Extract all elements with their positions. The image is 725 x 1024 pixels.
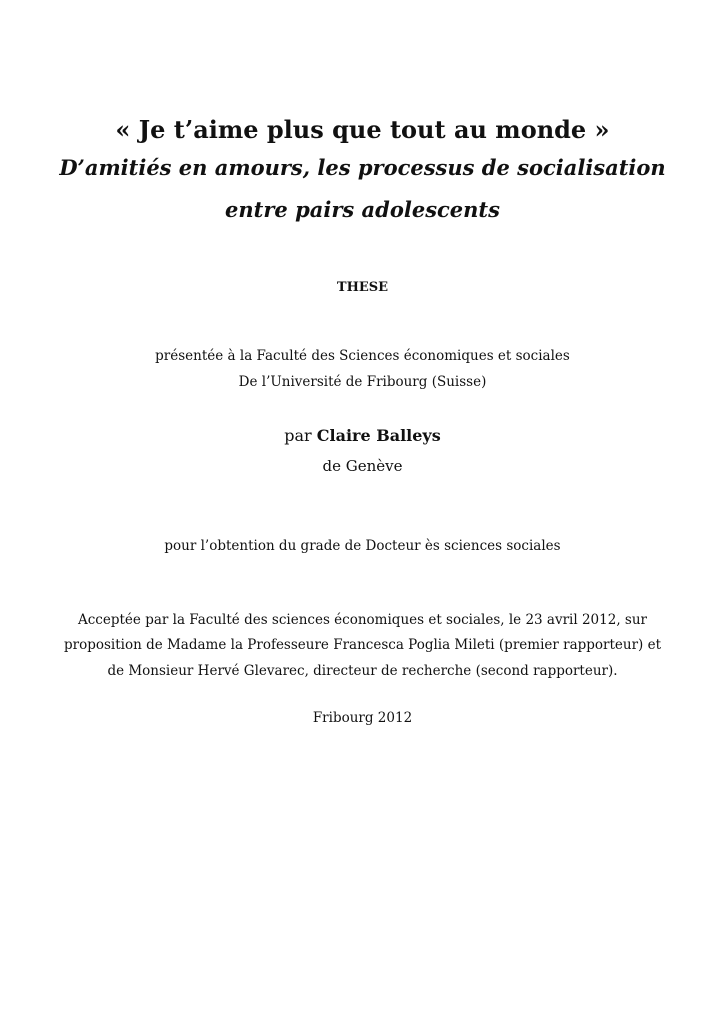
place-and-date: Fribourg 2012 xyxy=(312,710,413,726)
author-line xyxy=(0,426,725,445)
acceptance-line-3: de Monsieur Hervé Glevarec, directeur de recherche (second rapporteur). xyxy=(107,663,618,679)
presented-to-university: De l’Université de Fribourg (Suisse) xyxy=(238,374,487,390)
document-type-label: THESE xyxy=(336,280,389,295)
thesis-title: « Je t’aime plus que tout au monde » xyxy=(115,115,610,144)
author-name: Claire Balleys xyxy=(316,426,441,445)
author-origin: de Genève xyxy=(322,457,403,475)
acceptance-line-1: Acceptée par la Faculté des sciences économiques et sociales, le 23 avril 2012, sur xyxy=(78,612,647,628)
thesis-subtitle-line-1: D’amitiés en amours, les processus de socialisation xyxy=(59,155,666,180)
thesis-subtitle-line-2: entre pairs adolescents xyxy=(225,197,500,222)
degree-statement: pour l’obtention du grade de Docteur ès sciences sociales xyxy=(164,538,561,554)
presented-to-faculty: présentée à la Faculté des Sciences économiques et sociales xyxy=(155,348,570,364)
acceptance-line-2: proposition de Madame la Professeure Francesca Poglia Mileti (premier rapporteur) et xyxy=(63,637,662,653)
author-prefix: par xyxy=(284,426,317,445)
